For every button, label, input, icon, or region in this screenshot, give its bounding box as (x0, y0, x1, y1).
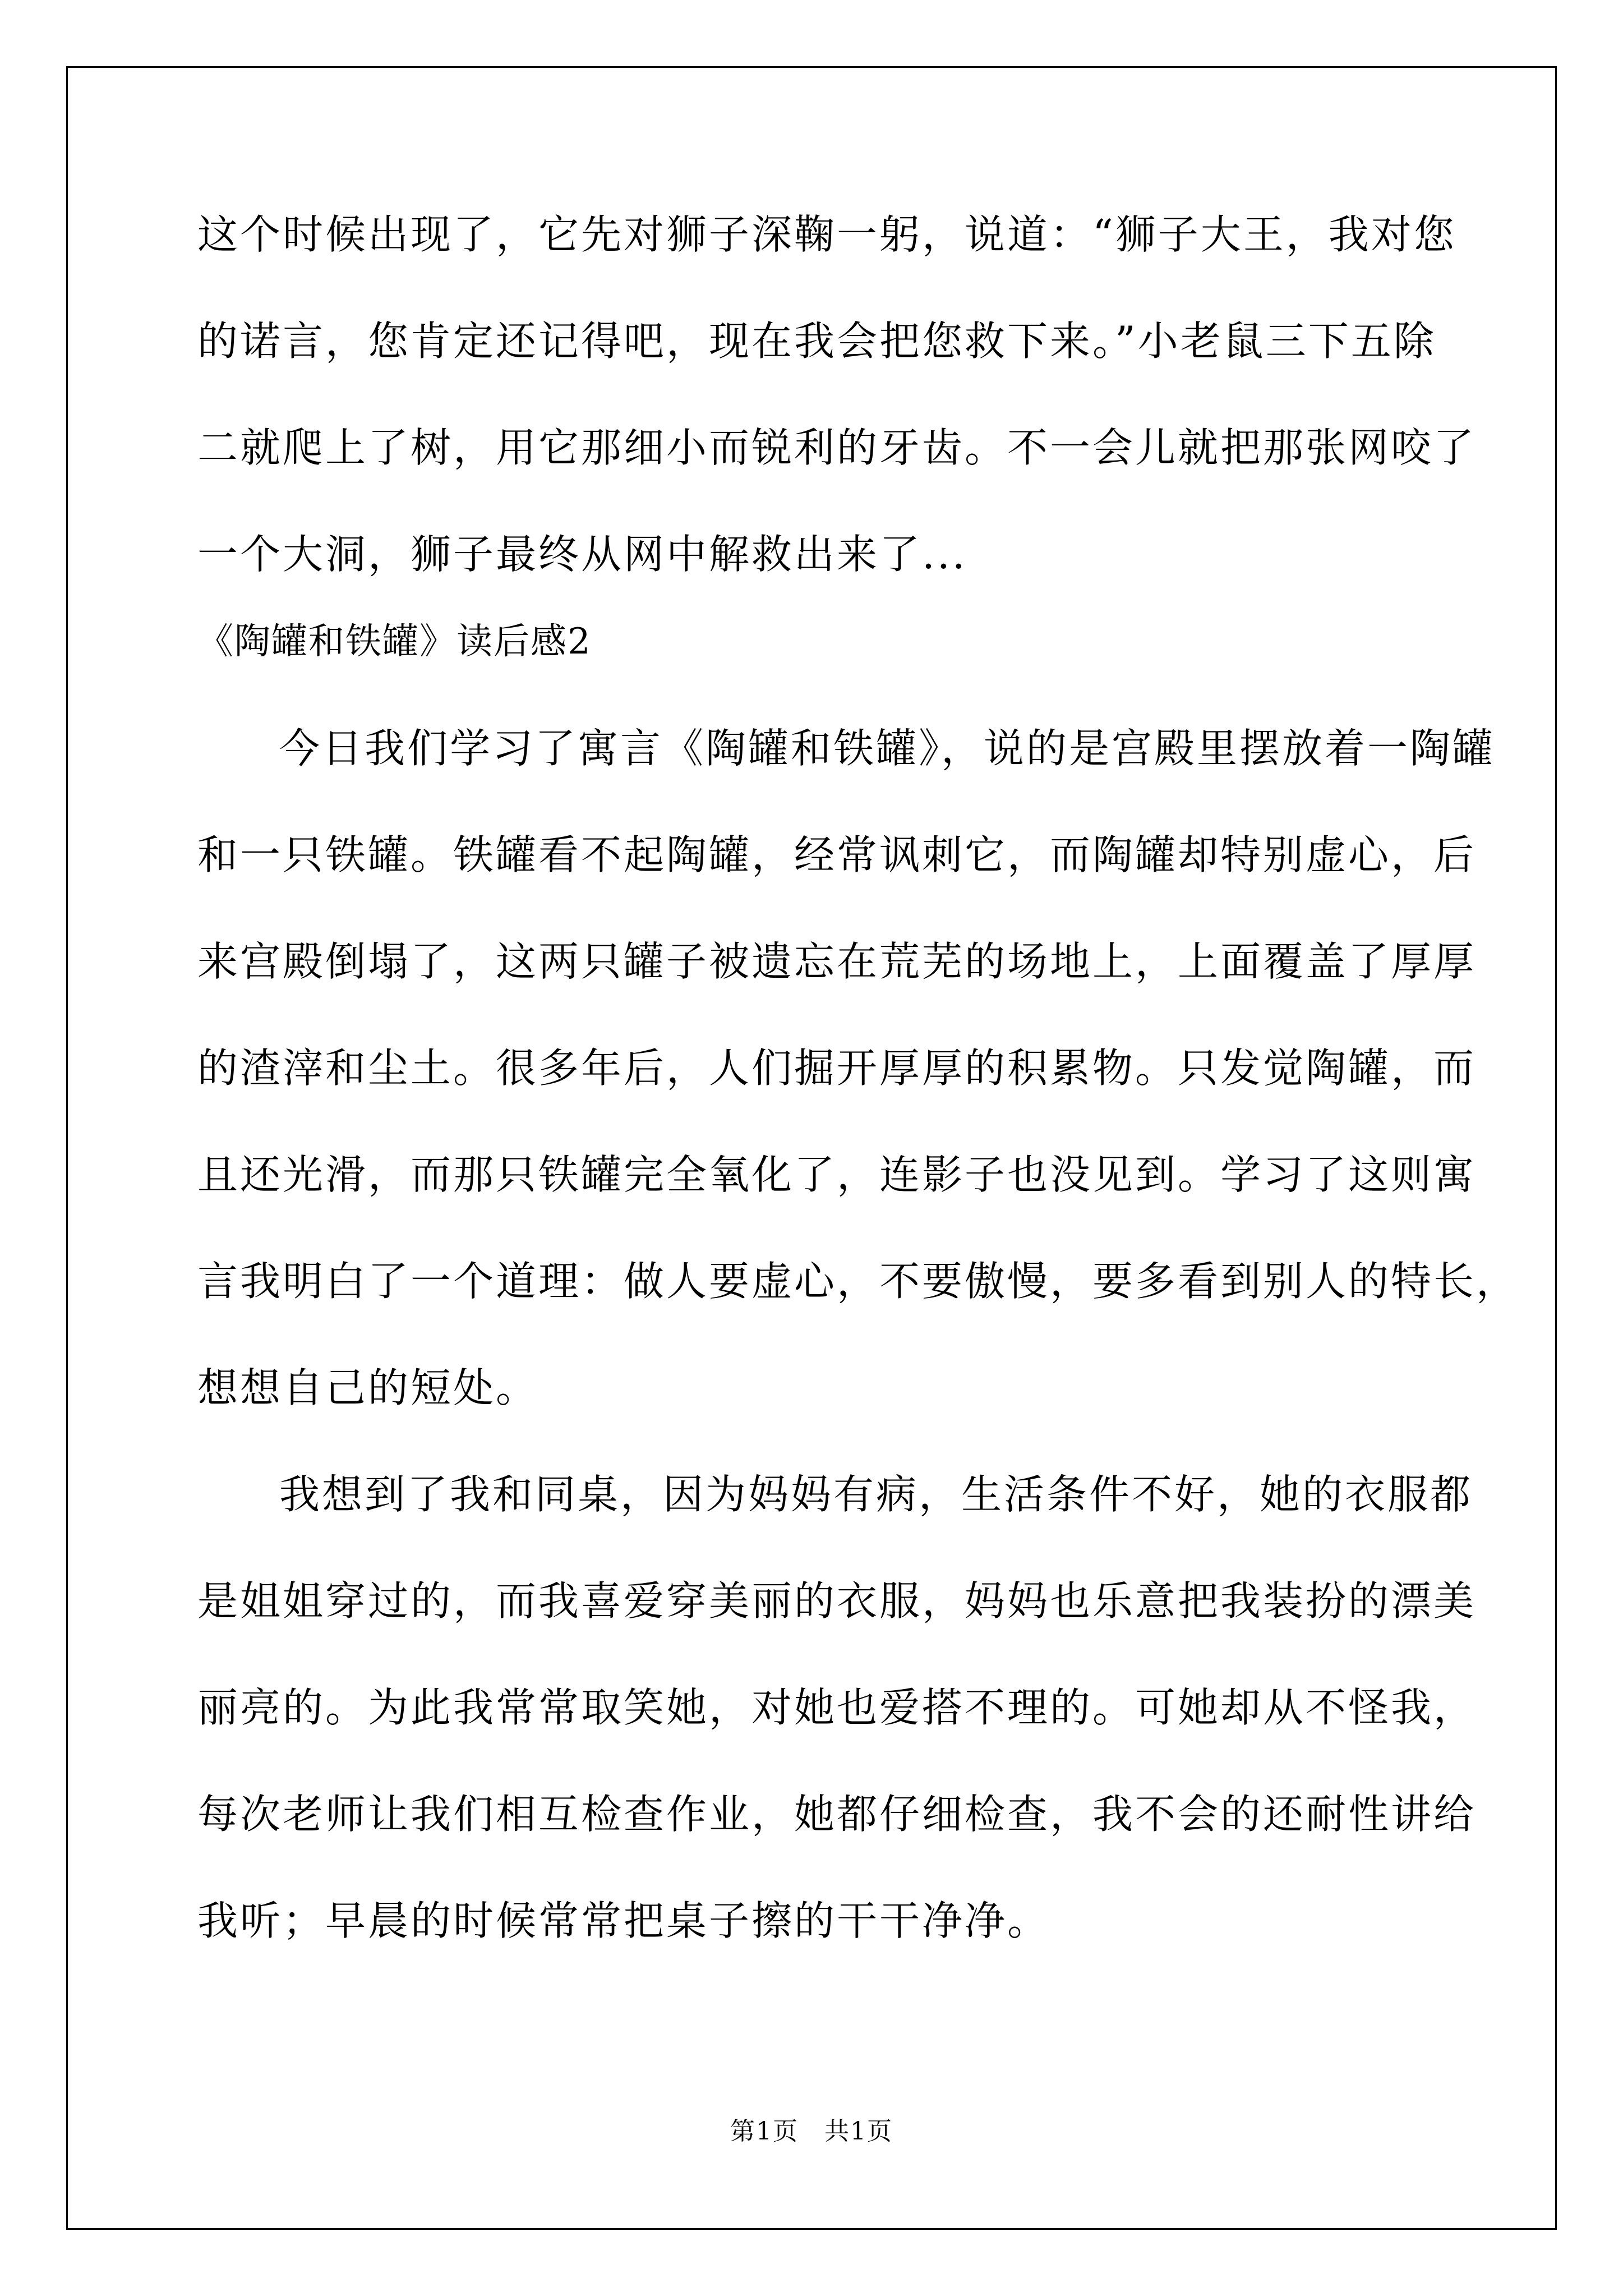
paragraph-line: 言我明白了一个道理：做人要虚心，不要傲慢，要多看到别人的特长， (197, 1258, 1519, 1305)
paragraph-line: 二就爬上了树，用它那细小而锐利的牙齿。不一会儿就把那张网咬了 (197, 424, 1477, 471)
paragraph-line: 想想自己的短处。 (197, 1364, 539, 1411)
section-heading: 《陶罐和铁罐》读后感2 (197, 621, 592, 662)
paragraph-line: 是姐姐穿过的，而我喜爱穿美丽的衣服，妈妈也乐意把我装扮的漂美 (197, 1577, 1477, 1625)
paragraph-line: 一个大洞，狮子最终从网中解救出来了... (197, 531, 967, 578)
paragraph-line: 我想到了我和同桌，因为妈妈有病，生活条件不好，她的衣服都 (279, 1471, 1473, 1518)
paragraph-line: 今日我们学习了寓言《陶罐和铁罐》，说的是宫殿里摆放着一陶罐 (279, 725, 1496, 772)
paragraph-line: 来宫殿倒塌了，这两只罐子被遗忘在荒芜的场地上，上面覆盖了厚厚 (197, 938, 1477, 985)
paragraph-line: 这个时候出现了，它先对狮子深鞠一躬，说道：“狮子大王，我对您 (197, 211, 1456, 258)
paragraph-line: 每次老师让我们相互检查作业，她都仔细检查，我不会的还耐性讲给 (197, 1791, 1477, 1838)
paragraph-1 (197, 208, 1477, 581)
paragraph-3 (197, 1467, 1477, 1948)
paragraph-line: 丽亮的。为此我常常取笑她，对她也爱搭不理的。可她却从不怪我， (197, 1684, 1477, 1731)
paragraph-line: 和一只铁罐。铁罐看不起陶罐，经常讽刺它，而陶罐却特别虚心，后 (197, 831, 1477, 878)
paragraph-line: 的渣滓和尘土。很多年后，人们掘开厚厚的积累物。只发觉陶罐，而 (197, 1045, 1477, 1092)
document-body (197, 208, 1519, 2000)
paragraph-line: 我听；早晨的时候常常把桌子擦的干干净净。 (197, 1897, 1050, 1944)
paragraph-2 (197, 721, 1519, 1415)
paragraph-line: 的诺言，您肯定还记得吧，现在我会把您救下来。”小老鼠三下五除 (197, 318, 1436, 365)
paragraph-line: 且还光滑，而那只铁罐完全氧化了，连影子也没见到。学习了这则寓 (197, 1151, 1477, 1198)
page-footer: 第1页 共1页 (730, 2117, 893, 2146)
